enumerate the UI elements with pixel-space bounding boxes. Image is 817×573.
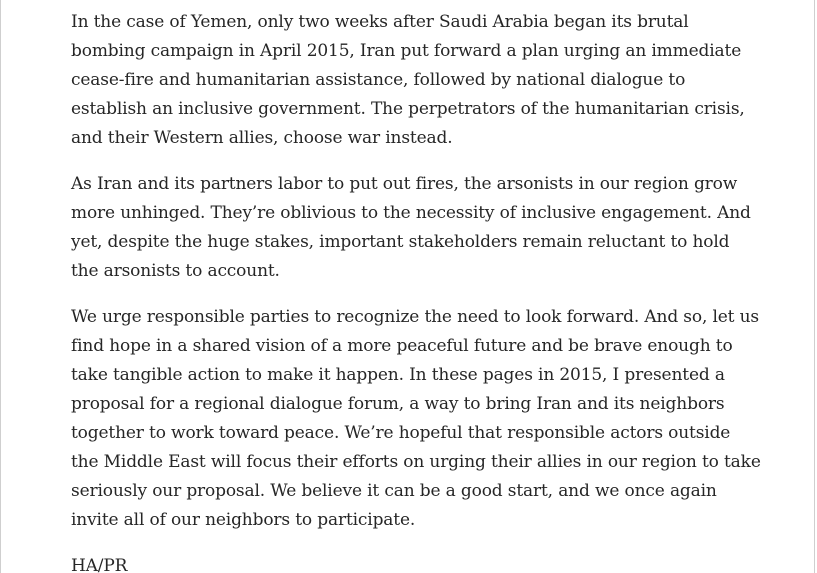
article-body [71,8,761,573]
signoff: HA/PR [71,556,128,573]
paragraph-arsonists: As Iran and its partners labor to put out fires, the arsonists in our region grow more unhinged. They’re oblivious to the necessity of inclusive engagement. And yet, despite the huge stakes, important stakeholders remain reluctant to hold the arsonists to account. [71,174,751,281]
paragraph-yemen: In the case of Yemen, only two weeks after Saudi Arabia began its brutal bombing campaign in April 2015, Iran put forward a plan urging an immediate cease-fire and humanitarian assistance, followed by national dialogue to establish an inclusive government. The perpetrators of the humanitarian crisis, and their Western allies, choose war instead. [71,12,745,148]
paragraph-regional-dialogue: We urge responsible parties to recognize the need to look forward. And so, let us find hope in a shared vision of a more peaceful future and be brave enough to take tangible action to make it happen. In these pages in 2015, I presented a proposal for a regional dialogue forum, a way to bring Iran and its neighbors together to work toward peace. We’re hopeful that responsible actors outside the Middle East will focus their efforts on urging their allies in our region to take seriously our proposal. We believe it can be a good start, and we once again invite all of our neighbors to participate. [71,307,761,530]
